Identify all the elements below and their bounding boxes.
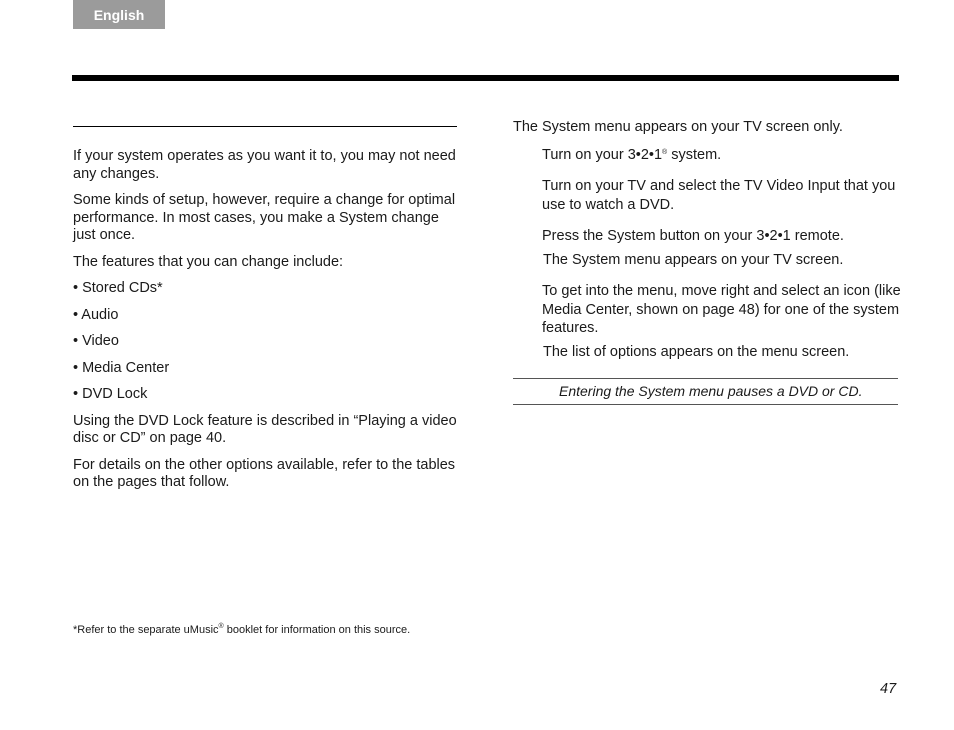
registered-mark: ® bbox=[218, 623, 224, 630]
setup-paragraph: Some kinds of setup, however, require a change for optimal performance. In most cases, you make a System change just once. bbox=[73, 192, 456, 243]
note-text: Entering the System menu pauses a DVD or CD. bbox=[559, 383, 863, 399]
features-intro: The features that you can change include: bbox=[73, 253, 344, 270]
header-rule bbox=[72, 75, 899, 81]
section-rule bbox=[73, 126, 457, 127]
details-paragraph: For details on the other options available, refer to the tables on the pages that follow. bbox=[73, 456, 456, 490]
note-box bbox=[513, 378, 898, 405]
step-1-text: Turn on your 3•2•1 bbox=[542, 147, 663, 163]
features-list bbox=[73, 280, 457, 404]
intro-paragraph: If your system operates as you want it to, you may not need any changes. bbox=[73, 148, 456, 182]
left-column bbox=[73, 126, 457, 492]
language-tab[interactable]: English bbox=[73, 0, 165, 29]
list-item: • DVD Lock bbox=[73, 386, 148, 402]
step-3: Press the System button on your 3•2•1 remote. bbox=[542, 228, 844, 244]
footnote-text: *Refer to the separate uMusic bbox=[73, 624, 219, 636]
list-item: • Stored CDs* bbox=[73, 280, 163, 296]
step-4: To get into the menu, move right and select an icon (like Media Center, shown on page 48) for one of the system features. bbox=[542, 283, 901, 336]
right-intro: The System menu appears on your TV screen only. bbox=[513, 119, 843, 135]
registered-mark: ® bbox=[662, 149, 668, 156]
footnote-text-end: booklet for information on this source. bbox=[223, 624, 411, 636]
footnote bbox=[73, 624, 410, 636]
dvd-lock-paragraph: Using the DVD Lock feature is described in “Playing a video disc or CD” on page 40. bbox=[73, 412, 457, 446]
list-item: • Media Center bbox=[73, 359, 170, 376]
step-3-result: The System menu appears on your TV screen. bbox=[543, 252, 844, 268]
step-4-result: The list of options appears on the menu screen. bbox=[543, 344, 850, 360]
step-1 bbox=[542, 146, 902, 165]
step-1-text-end: system. bbox=[667, 147, 722, 163]
step-2: Turn on your TV and select the TV Video Input that you use to watch a DVD. bbox=[542, 178, 896, 213]
list-item: • Audio bbox=[73, 306, 119, 323]
page-number: 47 bbox=[880, 681, 897, 697]
list-item: • Video bbox=[73, 333, 119, 349]
